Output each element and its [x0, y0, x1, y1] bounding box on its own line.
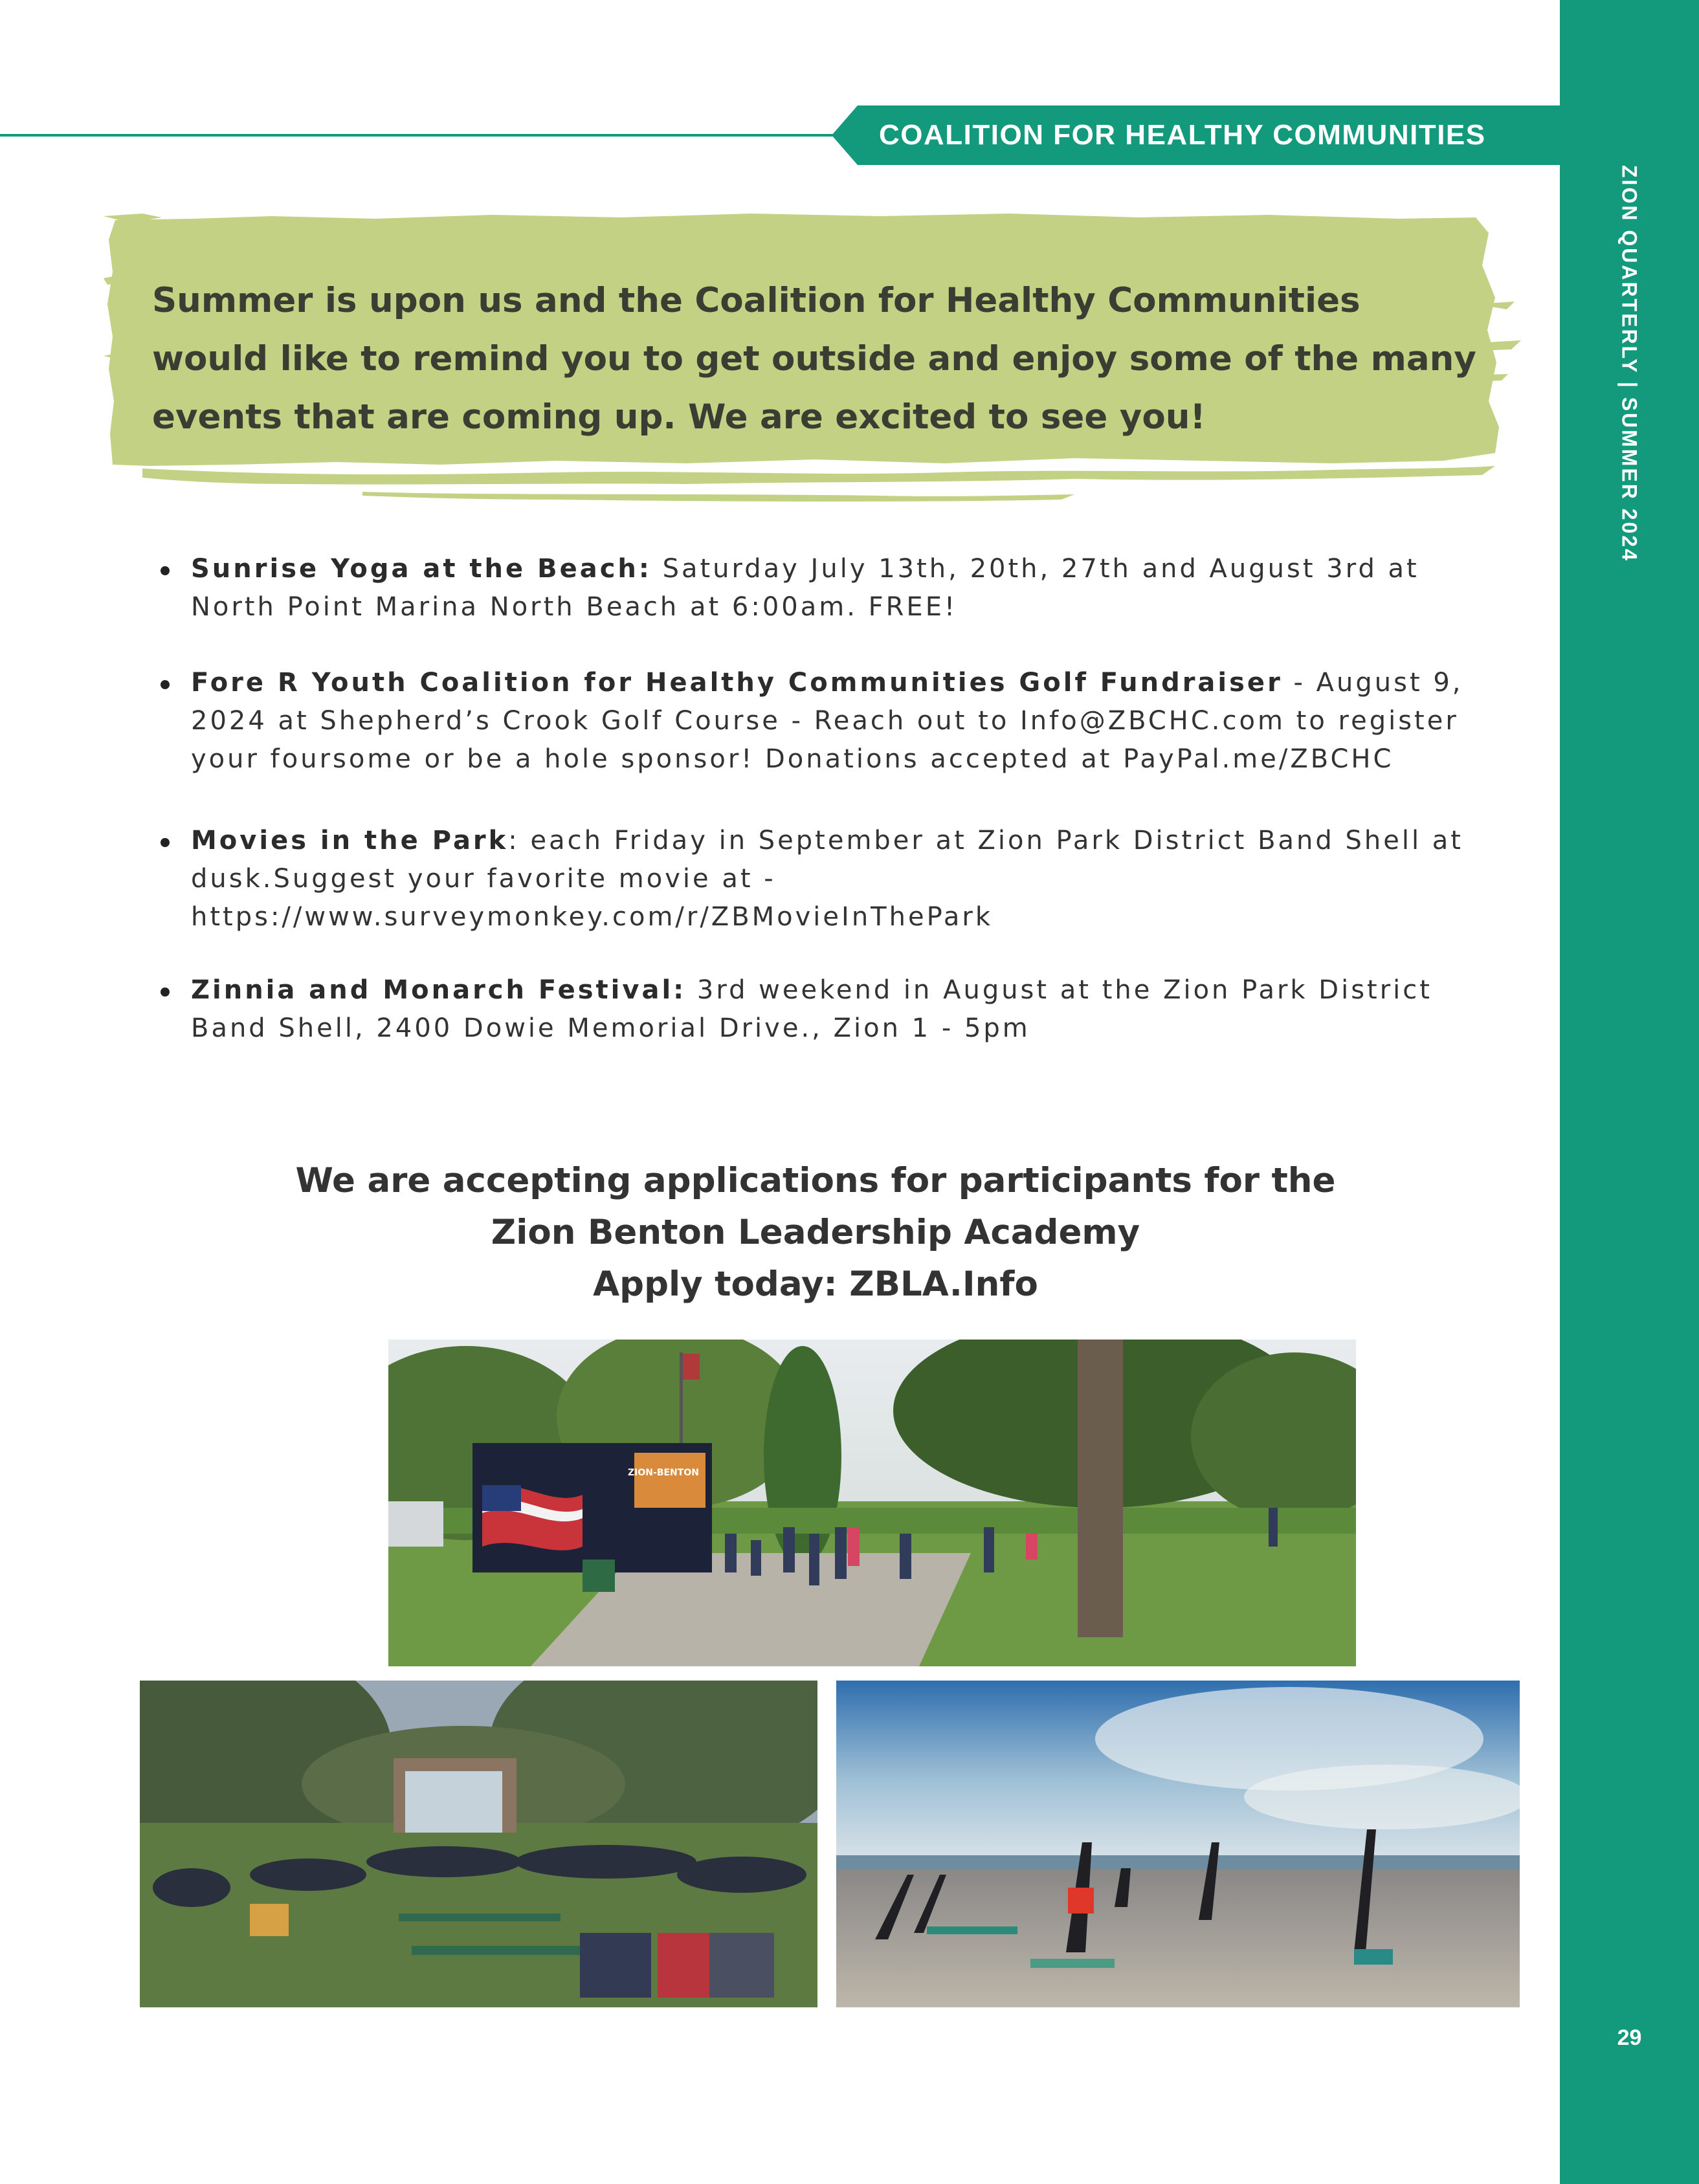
event-title: Sunrise Yoga at the Beach:	[191, 554, 652, 584]
section-title: COALITION FOR HEALTHY COMMUNITIES	[879, 119, 1486, 151]
event-title: Movies in the Park	[191, 826, 509, 855]
food-truck-photo	[388, 1340, 1356, 1666]
header-rule	[0, 134, 854, 137]
page-number: 29	[1617, 2025, 1642, 2050]
callout-line: Apply today: ZBLA.Info	[593, 1264, 1038, 1304]
event-title: Fore R Youth Coalition for Healthy Communities Golf Fundraiser	[191, 668, 1283, 698]
event-details: Saturday July 13th, 20th, 27th and August 3rd at North Point Marina North Beach at 6:00am. FREE!	[191, 554, 1419, 622]
movie-night-photo	[140, 1681, 817, 2007]
list-item	[155, 664, 1502, 778]
event-title: Zinnia and Monarch Festival:	[191, 975, 687, 1005]
intro-text: Summer is upon us and the Coalition for Healthy Communities would like to remind you to get outside and enjoy some of the many events that are coming up. We are excited to see you!	[152, 281, 1476, 437]
list-item	[155, 822, 1502, 936]
publication-label: ZION QUARTERLY | SUMMER 2024	[1617, 165, 1641, 562]
applications-callout	[168, 1155, 1463, 1310]
beach-yoga-photo	[836, 1681, 1520, 2007]
list-item	[155, 550, 1502, 626]
callout-line: We are accepting applications for participants for the	[295, 1161, 1336, 1200]
event-details: 3rd weekend in August at the Zion Park District Band Shell, 2400 Dowie Memorial Drive., Zion 1 - 5pm	[191, 975, 1432, 1043]
events-list	[155, 550, 1502, 1048]
list-item	[155, 971, 1502, 1048]
callout-line: Zion Benton Leadership Academy	[491, 1213, 1140, 1252]
event-details: - August 9, 2024 at Shepherd’s Crook Golf Course - Reach out to Info@ZBCHC.com to register your foursome or be a hole sponsor! Donations accepted at PayPal.me/ZBCHC	[191, 668, 1463, 774]
svg-text:ZION-BENTON: ZION-BENTON	[628, 1468, 699, 1478]
event-details: : each Friday in September at Zion Park District Band Shell at dusk.Suggest your favorite movie at - https://www.surveymonkey.com/r/ZBMovieInThePark	[191, 826, 1463, 932]
